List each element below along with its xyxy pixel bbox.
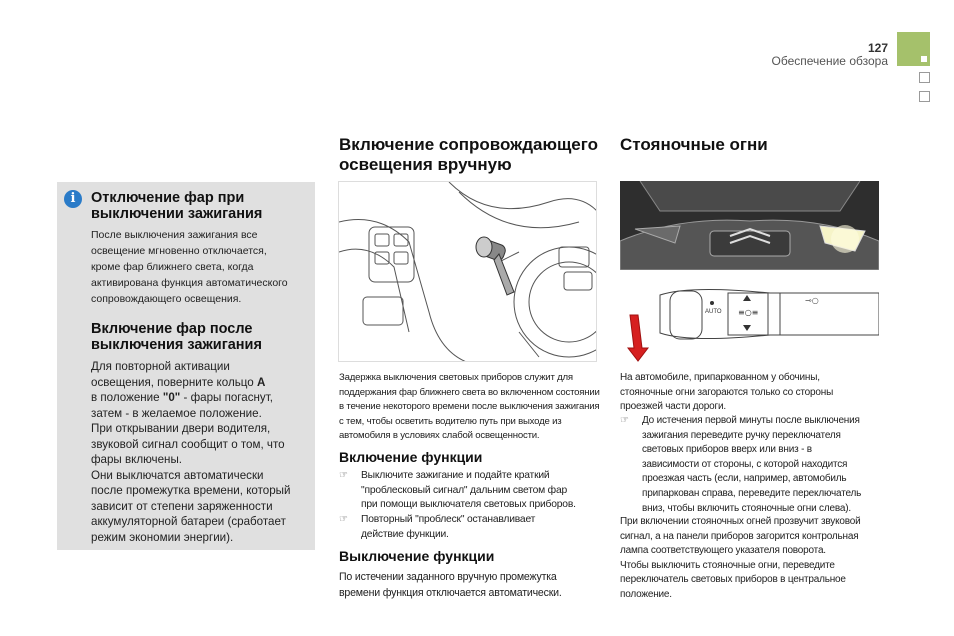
list-item: ☞ Выключите зажигание и подайте краткий "проблесковый сигнал" дальним светом фар при помощи выключателя световых приборов. (339, 470, 576, 511)
stalk-drawing (620, 283, 879, 363)
bullet-icon: ☞ (620, 415, 629, 426)
svg-text:⊸○: ⊸○ (805, 296, 819, 305)
dashboard-drawing (339, 182, 597, 362)
car-drawing (620, 181, 879, 270)
stalk-auto-label: AUTO (705, 309, 722, 315)
info-heading-2: Включение фар после выключения зажигания (91, 321, 262, 353)
car-front-illustration (620, 181, 879, 270)
parking-intro: На автомобиле, припаркованном у обочины, стояночные огни загораются только со стороны проезжей части дороги. (620, 372, 834, 413)
parking-title: Стояночные огни (620, 135, 768, 154)
info-paragraph-2: Для повторной активации освещения, поверните кольцо A в положение "0" - фары погаснут, затем - в желаемое положение. При открывании двери водителя, звуковой сигнал сообщит о том, что фары включены. Они выключатся автоматически после промежутка времени, который зависит от степени заряженности аккумуляторной батареи (сработает режим экономии энергии). (91, 360, 291, 544)
section-title: Обеспечение обзора (771, 54, 888, 68)
manual-off-text: По истечении заданного вручную промежутка времени функция отключается автоматически. (339, 571, 562, 599)
info-paragraph-1: После выключения зажигания все освещение мгновенно отключается, кроме фар ближнего света, когда активирована функция автоматического сопровождающего освещения. (91, 229, 288, 305)
chapter-tab[interactable] (897, 32, 930, 66)
bullet-icon: ☞ (339, 470, 348, 481)
parking-list (620, 414, 882, 516)
list-item: ☞ Повторный "проблеск" останавливает действие функции. (339, 514, 536, 540)
manual-off-heading: Выключение функции (339, 548, 495, 564)
list-item: ☞ До истечения первой минуты после выключения зажигания переведите ручку переключателя световых приборов вверх или вниз - в зависимости от стороны, с которой находится проезжая часть (если, например, автомобиль припаркован справа, переведите переключатель вниз, чтобы включить стояночные огни слева). (620, 415, 862, 514)
svg-text:≡○≡: ≡○≡ (738, 308, 759, 317)
manual-on-list (339, 469, 601, 543)
light-switch-stalk-illustration (620, 283, 879, 363)
nav-box-icon[interactable] (919, 91, 930, 102)
manual-title: Включение сопровождающего освещения вручную (339, 135, 599, 174)
parking-outro: При включении стояночных огней прозвучит звуковой сигнал, а на панели приборов загорится контрольная лампа соответствующего указателя поворота. Чтобы выключить стояночные огни, переведите переключатель световых приборов в центральное положение. (620, 516, 861, 600)
page-number: 127 (867, 41, 888, 55)
info-heading-1: Отключение фар при выключении зажигания (91, 190, 263, 222)
bullet-icon: ☞ (339, 514, 348, 526)
manual-intro: Задержка выключения световых приборов служит для поддержания фар ближнего света во включенном состоянии в течение некоторого времени после выключения зажигания с тем, чтобы осветить водителю путь при выходе из автомобиля в условиях слабой освещенности. (339, 372, 600, 441)
tab-marker-icon (921, 56, 927, 62)
manual-on-heading: Включение функции (339, 449, 483, 465)
nav-box-icon[interactable] (919, 72, 930, 83)
dashboard-illustration (338, 181, 597, 362)
info-icon: i (64, 190, 82, 208)
